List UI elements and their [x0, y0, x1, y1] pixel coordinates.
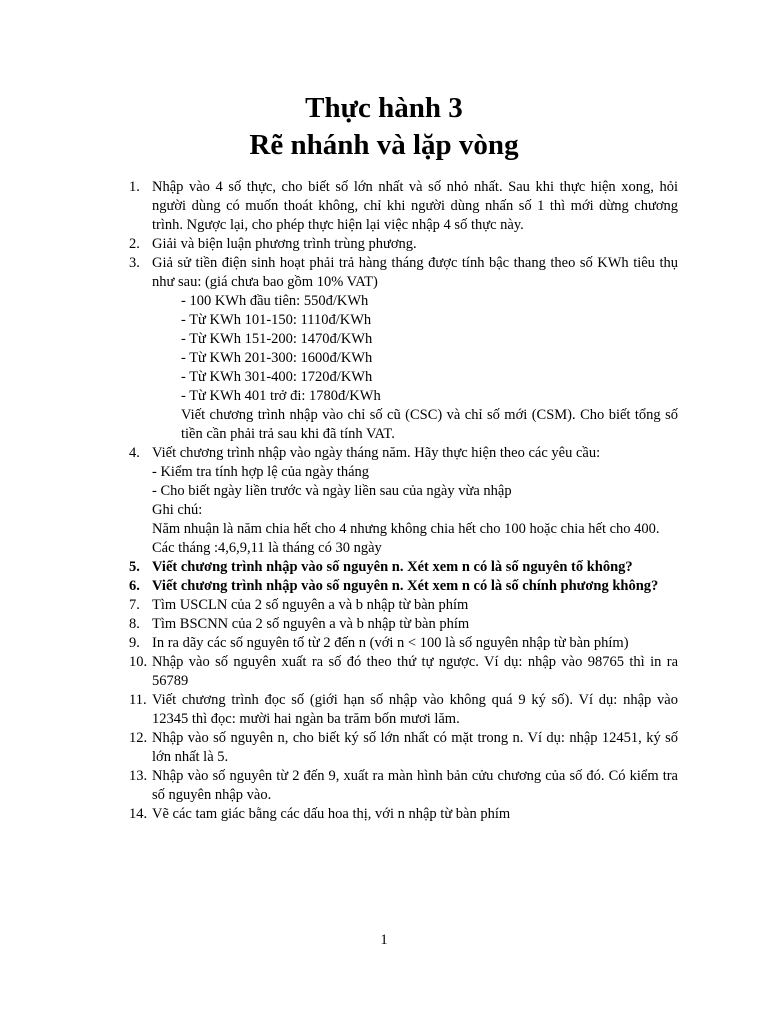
- item-text: Viết chương trình đọc số (giới hạn số nhập vào không quá 9 ký số). Ví dụ: nhập vào 12345 thì đọc: mười hai ngàn ba trăm bốn mươi lăm.: [152, 692, 678, 727]
- price-tier: - Từ KWh 301-400: 1720đ/KWh: [181, 369, 373, 385]
- item-number: 3.: [129, 255, 140, 271]
- price-tier: - Từ KWh 201-300: 1600đ/KWh: [181, 350, 373, 366]
- price-tier: - Từ KWh 101-150: 1110đ/KWh: [181, 312, 372, 328]
- exercise-item: [0, 634, 678, 653]
- item-number: 9.: [129, 635, 140, 651]
- item-text: In ra dãy các số nguyên tố từ 2 đến n (với n < 100 là số nguyên nhập từ bàn phím): [152, 635, 629, 651]
- item-number: 10.: [129, 654, 148, 670]
- price-tier: - Từ KWh 151-200: 1470đ/KWh: [181, 331, 373, 347]
- exercise-item: [0, 615, 678, 634]
- exercise-item: [0, 767, 678, 805]
- note-text: Các tháng :4,6,9,11 là tháng có 30 ngày: [152, 540, 382, 556]
- item-number: 7.: [129, 597, 140, 613]
- item-text: Tìm BSCNN của 2 số nguyên a và b nhập từ bàn phím: [152, 616, 470, 632]
- item-number: 4.: [129, 445, 140, 461]
- exercise-item: [0, 691, 678, 729]
- item-number: 5.: [129, 559, 140, 575]
- item-text: Vẽ các tam giác bằng các dấu hoa thị, với n nhập từ bàn phím: [152, 806, 511, 822]
- item-text: Giải và biện luận phương trình trùng phương.: [152, 236, 417, 252]
- item-number: 14.: [129, 806, 148, 822]
- exercise-item: [0, 254, 678, 444]
- item-number: 11.: [129, 692, 147, 708]
- exercise-item: [0, 558, 678, 577]
- exercise-item: [0, 235, 678, 254]
- item-block: [152, 444, 678, 558]
- item-text: Nhập vào số nguyên xuất ra số đó theo thứ tự ngược. Ví dụ: nhập vào 98765 thì in ra 56789: [152, 654, 678, 689]
- price-tier: - Từ KWh 401 trở đi: 1780đ/KWh: [181, 388, 381, 404]
- item-number: 2.: [129, 236, 140, 252]
- item-text: Tìm USCLN của 2 số nguyên a và b nhập từ bàn phím: [152, 597, 469, 613]
- page-number: 1: [380, 932, 388, 948]
- exercise-item: [0, 596, 678, 615]
- exercise-item: [0, 577, 678, 596]
- item-number: 13.: [129, 768, 148, 784]
- exercise-item: [0, 729, 678, 767]
- exercise-item: [0, 444, 678, 558]
- item-number: 8.: [129, 616, 140, 632]
- exercise-item: [0, 653, 678, 691]
- item-text: Nhập vào số nguyên n, cho biết ký số lớn nhất có mặt trong n. Ví dụ: nhập 12451, ký số lớn nhất là 5.: [152, 730, 678, 765]
- price-tier: - 100 KWh đầu tiên: 550đ/KWh: [181, 293, 369, 309]
- item-text: Viết chương trình nhập vào số nguyên n. Xét xem n có là số nguyên tố không?: [152, 559, 633, 575]
- exercise-item: [0, 178, 678, 235]
- exercise-list: [0, 178, 678, 824]
- page-title: Thực hành 3: [305, 92, 463, 124]
- item-number: 6.: [129, 578, 140, 594]
- item-text: Nhập vào số nguyên từ 2 đến 9, xuất ra màn hình bản cửu chương của số đó. Có kiểm tra số nguyên nhập vào.: [152, 768, 678, 803]
- item-subline: - Cho biết ngày liền trước và ngày liền sau của ngày vừa nhập: [152, 483, 512, 499]
- note-label: Ghi chú:: [152, 502, 203, 518]
- item-subline: - Kiểm tra tính hợp lệ của ngày tháng: [152, 464, 370, 480]
- exercise-item: [0, 805, 678, 824]
- item-extra-text: Viết chương trình nhập vào chỉ số cũ (CSC) và chỉ số mới (CSM). Cho biết tổng số tiền cần phải trả sau khi đã tính VAT.: [181, 407, 678, 442]
- item-text: Viết chương trình nhập vào ngày tháng năm. Hãy thực hiện theo các yêu cầu:: [152, 445, 601, 461]
- item-text: Viết chương trình nhập vào số nguyên n. Xét xem n có là số chính phương không?: [152, 578, 659, 594]
- page-subtitle: Rẽ nhánh và lặp vòng: [249, 129, 519, 161]
- note-text: Năm nhuận là năm chia hết cho 4 nhưng không chia hết cho 100 hoặc chia hết cho 400.: [152, 521, 660, 537]
- item-number: 12.: [129, 730, 148, 746]
- item-number: 1.: [129, 179, 140, 195]
- item-text: Giả sử tiền điện sinh hoạt phải trả hàng tháng được tính bậc thang theo số KWh tiêu thụ như sau: (giá chưa bao gồm 10% VAT): [152, 255, 678, 290]
- item-block: [152, 254, 678, 444]
- item-text: Nhập vào 4 số thực, cho biết số lớn nhất và số nhỏ nhất. Sau khi thực hiện xong, hỏi người dùng có muốn thoát không, chỉ khi người dùng nhấn số 1 thì mới dừng chương trình. Ngược lại, cho phép thực hiện lại việc nhập 4 số thực này.: [152, 179, 678, 233]
